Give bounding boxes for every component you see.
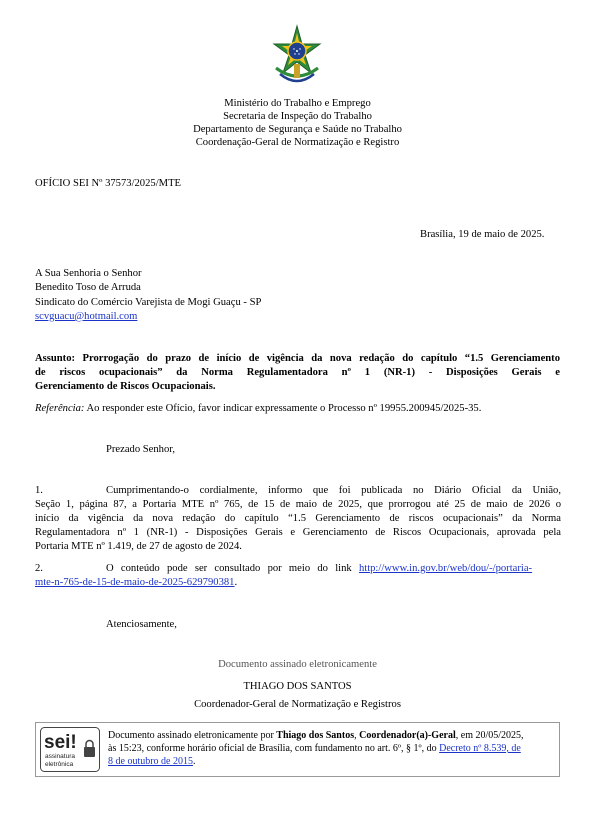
paragraph2-line2 [35,577,237,588]
decree-link[interactable]: Decreto nº 8.539, de [439,743,521,754]
assunto-line3: Gerenciamento de Riscos Ocupacionais. [35,381,216,392]
paragraph1-line4: Regulamentadora nº 1 (NR-1) - Disposições Gerais e Gerenciamento de Riscos Ocupacionais, aprovada pela [35,527,561,538]
sig-text-part2: , em 20/05/2025, [455,730,524,741]
sig-signer: Thiago dos Santos [276,730,355,741]
recipient-email-link[interactable]: scvguacu@hotmail.com [35,311,138,322]
paragraph1-line5: Portaria MTE nº 1.419, de 27 de agosto de 2024. [35,541,242,552]
assunto-line2: de riscos ocupacionais” da Norma Regulamentadora nº 1 (NR-1) - Disposições Gerais e [35,367,560,378]
sei-signature-logo-icon [40,727,100,772]
date-line: Brasília, 19 de maio de 2025. [420,229,545,240]
paragraph1-line1: Cumprimentando-o cordialmente, informo que foi publicada no Diário Oficial da União, [106,485,561,496]
recipient-title: A Sua Senhoria o Senhor [35,268,142,279]
signed-electronically-label: Documento assinado eletronicamente [218,659,377,670]
referencia-label: Referência: [35,403,85,414]
signature-statement [108,729,554,768]
paragraph1-number: 1. [35,485,43,496]
decree-link-date[interactable]: 8 de outubro de 2015 [108,756,193,767]
sig-signer-role: Coordenador(a)-Geral [359,730,456,741]
referencia [35,403,481,414]
paragraph2-tail: . [234,577,238,588]
sei-logo-sub1: assinatura [45,753,75,760]
referencia-text: Ao responder este Ofício, favor indicar expressamente o Processo nº 19955.200945/2025-35. [84,403,482,414]
sig-text-part1: Documento assinado eletronicamente por [108,730,277,741]
paragraph1-line3: início da vigência da nova redação do capítulo “1.5 Gerenciamento de riscos ocupacionais” da Norma [35,513,561,524]
brazil-coat-of-arms-icon [268,24,326,92]
header-coordination: Coordenação-Geral de Normatização e Registro [195,137,400,148]
paragraph2-text: O conteúdo pode ser consultado por meio do link [106,563,359,574]
dou-link-part2[interactable]: mte-n-765-de-15-de-maio-de-2025-629790381 [35,577,235,588]
assunto-line1: Assunto: Prorrogação do prazo de início de vigência da nova redação do capítulo “1.5 Gerenciamento [35,353,560,364]
sig-text-line2: às 15:23, conforme horário oficial de Brasília, com fundamento no art. 6º, § 1º, do [108,743,440,754]
recipient-organization: Sindicato do Comércio Varejista de Mogi Guaçu - SP [35,297,262,308]
header-ministry: Ministério do Trabalho e Emprego [224,98,371,109]
oficio-number: OFÍCIO SEI Nº 37573/2025/MTE [35,178,182,189]
paragraph1-line2: Seção 1, página 87, a Portaria MTE nº 765, de 15 de maio de 2025, que prorrogou até 25 de maio de 2026 o [35,499,561,510]
signer-role: Coordenador-Geral de Normatização e Registros [194,699,401,710]
sig-sep: , [354,730,360,741]
header-secretariat: Secretaria de Inspeção do Trabalho [223,111,372,122]
recipient-name: Benedito Toso de Arruda [35,282,141,293]
electronic-signature-box [35,722,560,777]
sei-logo-sub2: eletrônica [45,761,74,768]
dou-link-part1[interactable]: http://www.in.gov.br/web/dou/-/portaria- [358,563,533,574]
sei-logo-text: sei! [44,732,77,753]
closing: Atenciosamente, [106,619,177,630]
header-department: Departamento de Segurança e Saúde no Trabalho [193,124,402,135]
paragraph2-number: 2. [35,563,43,574]
sig-text-tail: . [193,756,196,767]
greeting: Prezado Senhor, [106,444,176,455]
paragraph2-line1 [106,563,532,574]
signer-name: THIAGO DOS SANTOS [243,681,352,692]
